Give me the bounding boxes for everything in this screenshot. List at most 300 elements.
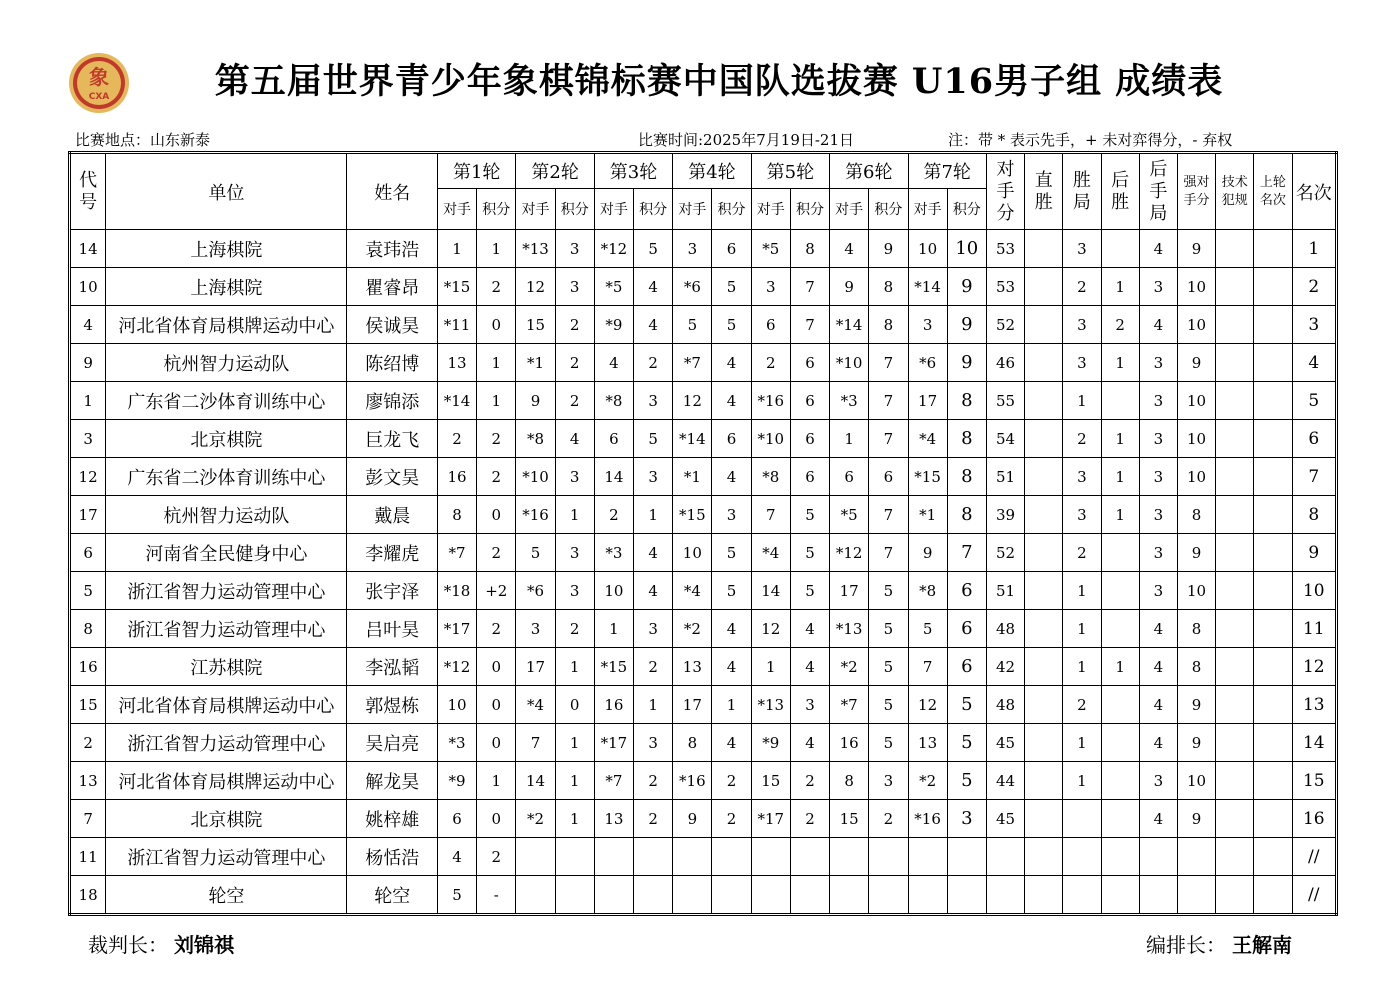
cell-code: 5	[70, 572, 106, 610]
cell-opp-r2: *1	[516, 344, 555, 382]
header-last-rank: 上轮名次	[1254, 153, 1292, 230]
table-row	[70, 420, 1337, 458]
cell-direct	[1025, 230, 1063, 268]
cell-pts-r5: 6	[790, 458, 829, 496]
cell-wins: 1	[1063, 382, 1101, 420]
cell-tech-foul	[1216, 800, 1254, 838]
cell-pts-r4	[712, 838, 751, 876]
header-row-1	[70, 153, 1337, 189]
cell-pts-r3	[634, 838, 673, 876]
cell-opp-r7: 17	[908, 382, 947, 420]
cell-opp-r2: 12	[516, 268, 555, 306]
cell-opp-r2: 15	[516, 306, 555, 344]
cell-pts-r6: 5	[869, 686, 908, 724]
cell-strong-opp: 9	[1177, 686, 1215, 724]
cell-last-rank	[1254, 800, 1292, 838]
cell-last-rank	[1254, 762, 1292, 800]
cell-last-rank	[1254, 724, 1292, 762]
cell-strong-opp: 9	[1177, 534, 1215, 572]
cell-opp-r7: 12	[908, 686, 947, 724]
table-row	[70, 572, 1337, 610]
cell-pts-r4: 3	[712, 496, 751, 534]
cell-pts-r6: 7	[869, 344, 908, 382]
cell-wins: 3	[1063, 344, 1101, 382]
cell-opp-r2: *10	[516, 458, 555, 496]
header-round-1: 第1轮	[437, 153, 515, 189]
cell-tech-foul	[1216, 534, 1254, 572]
cell-name: 侯诚昊	[347, 306, 437, 344]
header-pts-r2: 积分	[555, 189, 594, 230]
cell-opp-r5: 15	[751, 762, 790, 800]
cell-unit: 杭州智力运动队	[106, 344, 347, 382]
header-opp-r7: 对手	[908, 189, 947, 230]
cell-last-rank	[1254, 686, 1292, 724]
header-opp-r6: 对手	[830, 189, 869, 230]
cell-tech-foul	[1216, 496, 1254, 534]
cell-opp-r5: 1	[751, 648, 790, 686]
cell-rank: //	[1292, 876, 1336, 915]
cell-last-rank	[1254, 268, 1292, 306]
cell-opp-r2: *6	[516, 572, 555, 610]
cell-direct	[1025, 496, 1063, 534]
cell-strong-opp: 10	[1177, 382, 1215, 420]
cell-pts-r2: 1	[555, 496, 594, 534]
cell-pts-r3: 4	[634, 268, 673, 306]
table-row	[70, 268, 1337, 306]
cell-pts-r7: 5	[947, 686, 986, 724]
cell-back-wins: 1	[1101, 458, 1139, 496]
cell-back-games: 4	[1139, 800, 1177, 838]
cell-pts-r5: 7	[790, 268, 829, 306]
cell-pts-r4: 4	[712, 724, 751, 762]
cell-pts-r3: 2	[634, 344, 673, 382]
cell-name: 袁玮浩	[347, 230, 437, 268]
cell-wins: 3	[1063, 458, 1101, 496]
header-opp-r1: 对手	[437, 189, 476, 230]
cell-rank: //	[1292, 838, 1336, 876]
cell-opp-total: 53	[986, 268, 1024, 306]
cell-opp-r7: *16	[908, 800, 947, 838]
cell-opp-r1: 10	[437, 686, 476, 724]
cell-pts-r2: 2	[555, 344, 594, 382]
cell-pts-r7	[947, 876, 986, 915]
cell-name: 姚梓雄	[347, 800, 437, 838]
table-row	[70, 876, 1337, 915]
cell-unit: 广东省二沙体育训练中心	[106, 382, 347, 420]
table-row	[70, 648, 1337, 686]
cell-rank: 10	[1292, 572, 1336, 610]
cell-rank: 4	[1292, 344, 1336, 382]
cell-opp-total	[986, 876, 1024, 915]
cell-opp-total: 51	[986, 458, 1024, 496]
scheduler	[1146, 932, 1292, 958]
cell-opp-r2: *4	[516, 686, 555, 724]
cell-opp-r1: 5	[437, 876, 476, 915]
cell-opp-r3: 1	[594, 610, 633, 648]
cell-opp-r3: *17	[594, 724, 633, 762]
cell-strong-opp: 10	[1177, 762, 1215, 800]
cell-code: 12	[70, 458, 106, 496]
cell-rank: 5	[1292, 382, 1336, 420]
cell-pts-r1: 1	[477, 230, 516, 268]
cell-rank: 8	[1292, 496, 1336, 534]
cell-rank: 2	[1292, 268, 1336, 306]
cell-pts-r3: 4	[634, 572, 673, 610]
cell-unit: 江苏棋院	[106, 648, 347, 686]
cell-opp-r6: 1	[830, 420, 869, 458]
header-code: 代号	[70, 153, 106, 230]
cell-pts-r1: 0	[477, 648, 516, 686]
cell-opp-r7: *4	[908, 420, 947, 458]
cell-opp-total	[986, 838, 1024, 876]
cell-opp-r5: *16	[751, 382, 790, 420]
cell-opp-r6: *3	[830, 382, 869, 420]
cell-wins: 2	[1063, 268, 1101, 306]
cell-pts-r7: 6	[947, 648, 986, 686]
cell-wins	[1063, 838, 1101, 876]
cell-strong-opp: 10	[1177, 306, 1215, 344]
cell-last-rank	[1254, 496, 1292, 534]
cell-unit: 上海棋院	[106, 268, 347, 306]
cell-rank: 6	[1292, 420, 1336, 458]
cell-pts-r6: 7	[869, 420, 908, 458]
table-row	[70, 344, 1337, 382]
cell-pts-r2: 3	[555, 230, 594, 268]
cell-wins: 1	[1063, 648, 1101, 686]
cell-direct	[1025, 610, 1063, 648]
cell-unit: 河北省体育局棋牌运动中心	[106, 686, 347, 724]
cell-name: 杨恬浩	[347, 838, 437, 876]
cell-back-games	[1139, 838, 1177, 876]
cell-back-games: 3	[1139, 762, 1177, 800]
cell-tech-foul	[1216, 382, 1254, 420]
cell-direct	[1025, 420, 1063, 458]
cell-pts-r3	[634, 876, 673, 915]
cell-opp-r1: *15	[437, 268, 476, 306]
cell-wins: 1	[1063, 610, 1101, 648]
header-back-wins: 后胜	[1101, 153, 1139, 230]
cell-code: 13	[70, 762, 106, 800]
header-round-4: 第4轮	[673, 153, 751, 189]
cell-direct	[1025, 648, 1063, 686]
cell-code: 18	[70, 876, 106, 915]
cell-code: 8	[70, 610, 106, 648]
cell-opp-r5: *9	[751, 724, 790, 762]
cell-opp-r2: *13	[516, 230, 555, 268]
cell-opp-r3: *15	[594, 648, 633, 686]
cell-pts-r2: 1	[555, 724, 594, 762]
cell-opp-r1: *9	[437, 762, 476, 800]
table-row	[70, 382, 1337, 420]
cell-name: 彭文昊	[347, 458, 437, 496]
cell-pts-r3: 4	[634, 306, 673, 344]
cell-back-games: 4	[1139, 306, 1177, 344]
cell-back-wins: 2	[1101, 306, 1139, 344]
cell-opp-r5: *17	[751, 800, 790, 838]
cell-opp-r5: *13	[751, 686, 790, 724]
score-table	[68, 151, 1338, 916]
cell-pts-r5: 2	[790, 762, 829, 800]
cell-back-wins: 1	[1101, 268, 1139, 306]
cell-pts-r7: 5	[947, 724, 986, 762]
cell-opp-r6: *7	[830, 686, 869, 724]
cell-opp-r4: *2	[673, 610, 712, 648]
cell-opp-r1: 1	[437, 230, 476, 268]
header-wins: 胜局	[1063, 153, 1101, 230]
cell-pts-r4: 2	[712, 762, 751, 800]
cell-pts-r6: 7	[869, 496, 908, 534]
cell-pts-r5: 2	[790, 800, 829, 838]
cell-back-games	[1139, 876, 1177, 915]
cell-opp-r5	[751, 876, 790, 915]
cell-opp-total: 39	[986, 496, 1024, 534]
cell-opp-r6: *13	[830, 610, 869, 648]
header-pts-r7: 积分	[947, 189, 986, 230]
cell-pts-r7: 8	[947, 496, 986, 534]
cell-opp-r6: 15	[830, 800, 869, 838]
cell-pts-r3: 3	[634, 610, 673, 648]
cell-pts-r2: 3	[555, 458, 594, 496]
referee-name: 刘锦祺	[174, 933, 234, 957]
table-row	[70, 686, 1337, 724]
cell-unit: 轮空	[106, 876, 347, 915]
cell-opp-r2	[516, 876, 555, 915]
match-location: 比赛地点：山东新泰	[75, 131, 211, 149]
referee	[88, 932, 234, 958]
cell-name: 吴启亮	[347, 724, 437, 762]
cell-pts-r6: 5	[869, 648, 908, 686]
cell-back-games: 3	[1139, 534, 1177, 572]
cell-opp-total: 45	[986, 800, 1024, 838]
cell-opp-r3: 13	[594, 800, 633, 838]
cell-tech-foul	[1216, 268, 1254, 306]
cell-back-wins	[1101, 724, 1139, 762]
cell-opp-r6: 6	[830, 458, 869, 496]
cell-back-wins	[1101, 230, 1139, 268]
cell-pts-r6: 9	[869, 230, 908, 268]
cell-name: 张宇泽	[347, 572, 437, 610]
cell-opp-r1: *18	[437, 572, 476, 610]
cell-back-games: 3	[1139, 382, 1177, 420]
cell-pts-r1: -	[477, 876, 516, 915]
cell-pts-r5: 7	[790, 306, 829, 344]
cell-pts-r2: 4	[555, 420, 594, 458]
cell-strong-opp: 9	[1177, 230, 1215, 268]
cell-unit: 浙江省智力运动管理中心	[106, 724, 347, 762]
header-direct: 直胜	[1025, 153, 1063, 230]
cell-opp-r5: *10	[751, 420, 790, 458]
cell-opp-r1: *14	[437, 382, 476, 420]
cell-pts-r4: 6	[712, 420, 751, 458]
cell-pts-r1: 2	[477, 458, 516, 496]
cell-pts-r7: 8	[947, 420, 986, 458]
table-row	[70, 230, 1337, 268]
cell-wins: 3	[1063, 230, 1101, 268]
table-row	[70, 800, 1337, 838]
cell-unit: 浙江省智力运动管理中心	[106, 610, 347, 648]
cell-direct	[1025, 876, 1063, 915]
cell-opp-r1: 8	[437, 496, 476, 534]
cell-back-wins: 1	[1101, 648, 1139, 686]
header-pts-r3: 积分	[634, 189, 673, 230]
cell-back-wins	[1101, 572, 1139, 610]
cell-direct	[1025, 344, 1063, 382]
cell-direct	[1025, 800, 1063, 838]
cell-pts-r3: 1	[634, 496, 673, 534]
cell-direct	[1025, 686, 1063, 724]
table-row	[70, 496, 1337, 534]
cell-strong-opp: 9	[1177, 800, 1215, 838]
cell-pts-r6: 3	[869, 762, 908, 800]
cell-name: 吕叶昊	[347, 610, 437, 648]
cell-pts-r5: 5	[790, 572, 829, 610]
cell-pts-r5: 6	[790, 420, 829, 458]
cell-opp-r3: *3	[594, 534, 633, 572]
cell-rank: 11	[1292, 610, 1336, 648]
cell-opp-total: 52	[986, 534, 1024, 572]
cell-pts-r3: 5	[634, 420, 673, 458]
cell-opp-r2: *2	[516, 800, 555, 838]
cell-back-games: 4	[1139, 648, 1177, 686]
cell-opp-r5: 6	[751, 306, 790, 344]
cell-back-wins	[1101, 876, 1139, 915]
cell-opp-r6: 16	[830, 724, 869, 762]
cell-direct	[1025, 382, 1063, 420]
scheduler-name: 王解南	[1232, 933, 1292, 957]
cell-unit: 上海棋院	[106, 230, 347, 268]
cell-code: 14	[70, 230, 106, 268]
cell-opp-r3	[594, 876, 633, 915]
cxa-logo	[68, 52, 130, 114]
cell-opp-r4: *1	[673, 458, 712, 496]
cell-direct	[1025, 838, 1063, 876]
cell-name: 廖锦添	[347, 382, 437, 420]
cell-strong-opp	[1177, 838, 1215, 876]
cell-pts-r2: 2	[555, 610, 594, 648]
cell-rank: 9	[1292, 534, 1336, 572]
cell-unit: 浙江省智力运动管理中心	[106, 838, 347, 876]
cell-pts-r4: 4	[712, 458, 751, 496]
table-row	[70, 534, 1337, 572]
cell-last-rank	[1254, 306, 1292, 344]
cell-pts-r4	[712, 876, 751, 915]
cell-opp-total: 48	[986, 610, 1024, 648]
cell-rank: 15	[1292, 762, 1336, 800]
cell-pts-r7: 8	[947, 458, 986, 496]
cell-pts-r5: 6	[790, 344, 829, 382]
cell-opp-r7: *14	[908, 268, 947, 306]
cell-last-rank	[1254, 230, 1292, 268]
cell-pts-r1: +2	[477, 572, 516, 610]
cell-unit: 北京棋院	[106, 800, 347, 838]
cell-opp-r4: 12	[673, 382, 712, 420]
cell-opp-r7: *2	[908, 762, 947, 800]
cell-last-rank	[1254, 610, 1292, 648]
cell-rank: 3	[1292, 306, 1336, 344]
cell-opp-r6: *2	[830, 648, 869, 686]
cell-pts-r3: 2	[634, 648, 673, 686]
cell-pts-r4: 1	[712, 686, 751, 724]
cell-wins	[1063, 800, 1101, 838]
cell-pts-r4: 5	[712, 534, 751, 572]
cell-name: 轮空	[347, 876, 437, 915]
cell-strong-opp: 10	[1177, 572, 1215, 610]
cell-opp-r7: *6	[908, 344, 947, 382]
cell-pts-r4: 4	[712, 648, 751, 686]
cell-pts-r1: 0	[477, 724, 516, 762]
header-opp-r5: 对手	[751, 189, 790, 230]
cell-pts-r7: 7	[947, 534, 986, 572]
header-round-3: 第3轮	[594, 153, 672, 189]
cell-unit: 广东省二沙体育训练中心	[106, 458, 347, 496]
cell-pts-r2: 3	[555, 534, 594, 572]
cell-opp-r3: 16	[594, 686, 633, 724]
cell-code: 4	[70, 306, 106, 344]
cell-code: 6	[70, 534, 106, 572]
header-pts-r5: 积分	[790, 189, 829, 230]
cell-opp-total: 42	[986, 648, 1024, 686]
cell-pts-r2: 2	[555, 306, 594, 344]
cell-last-rank	[1254, 382, 1292, 420]
cell-pts-r2: 1	[555, 648, 594, 686]
cell-code: 17	[70, 496, 106, 534]
cell-pts-r1: 2	[477, 420, 516, 458]
cell-pts-r6: 8	[869, 268, 908, 306]
cell-pts-r4: 4	[712, 382, 751, 420]
cell-back-wins	[1101, 838, 1139, 876]
match-time: 比赛时间:2025年7月19日-21日	[638, 131, 855, 149]
cell-pts-r5: 5	[790, 496, 829, 534]
cell-opp-r6: *5	[830, 496, 869, 534]
cell-strong-opp: 10	[1177, 420, 1215, 458]
cell-tech-foul	[1216, 724, 1254, 762]
cell-pts-r6: 8	[869, 306, 908, 344]
cell-pts-r4: 5	[712, 306, 751, 344]
cell-opp-r3: *8	[594, 382, 633, 420]
cell-opp-r2: 5	[516, 534, 555, 572]
cell-pts-r2: 2	[555, 382, 594, 420]
cell-name: 解龙昊	[347, 762, 437, 800]
cell-name: 李泓韬	[347, 648, 437, 686]
cell-pts-r1: 2	[477, 268, 516, 306]
cell-pts-r6: 5	[869, 610, 908, 648]
cell-back-games: 4	[1139, 686, 1177, 724]
cell-pts-r2	[555, 876, 594, 915]
cell-pts-r2: 1	[555, 762, 594, 800]
cell-back-wins	[1101, 762, 1139, 800]
scheduler-label: 编排长：	[1146, 933, 1226, 957]
cell-opp-r2: 3	[516, 610, 555, 648]
cell-pts-r5: 4	[790, 610, 829, 648]
cell-unit: 浙江省智力运动管理中心	[106, 572, 347, 610]
cell-strong-opp: 10	[1177, 268, 1215, 306]
header-strong-opp: 强对手分	[1177, 153, 1215, 230]
cell-unit: 河北省体育局棋牌运动中心	[106, 306, 347, 344]
cell-tech-foul	[1216, 610, 1254, 648]
cell-pts-r6: 5	[869, 572, 908, 610]
header-round-5: 第5轮	[751, 153, 829, 189]
cell-pts-r4: 5	[712, 572, 751, 610]
cell-direct	[1025, 268, 1063, 306]
score-table-body	[70, 230, 1337, 915]
cell-opp-r1: *11	[437, 306, 476, 344]
cell-opp-total: 55	[986, 382, 1024, 420]
cell-pts-r7: 5	[947, 762, 986, 800]
cell-pts-r5: 6	[790, 382, 829, 420]
cell-wins: 1	[1063, 572, 1101, 610]
cell-last-rank	[1254, 458, 1292, 496]
cell-opp-r7	[908, 838, 947, 876]
